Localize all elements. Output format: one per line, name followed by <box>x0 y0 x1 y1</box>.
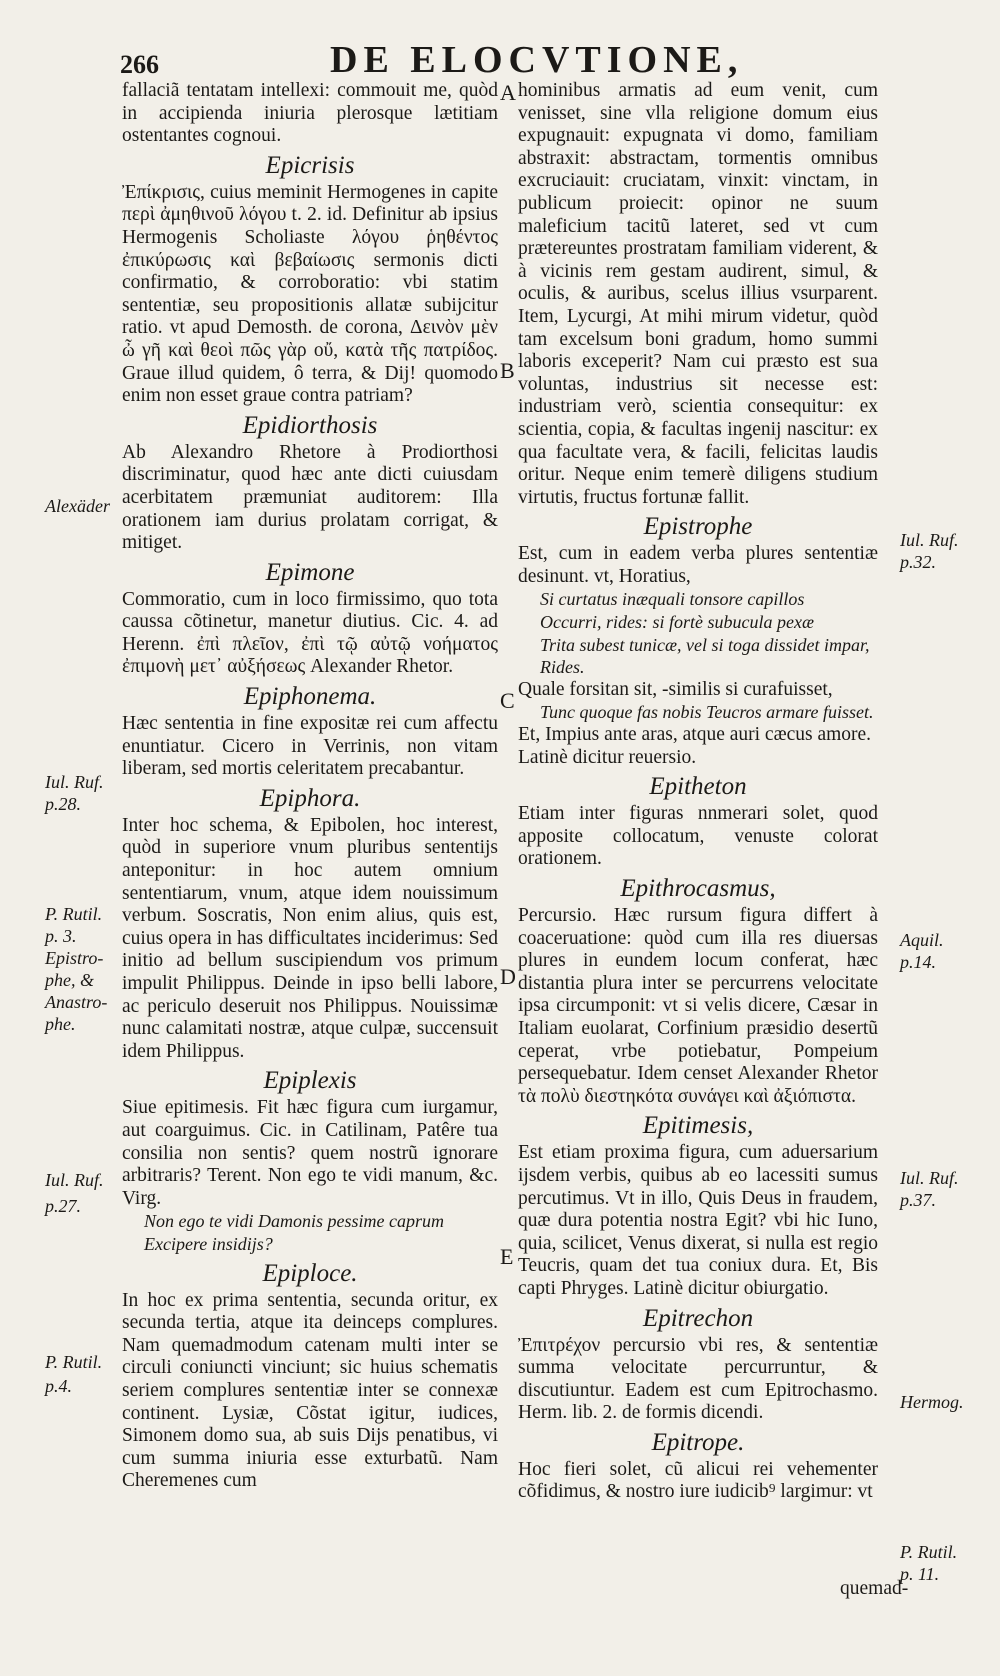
margin-note: Alexäder <box>45 496 110 516</box>
right-text-column <box>518 80 878 1504</box>
paragraph: Etiam inter figuras nnmerari solet, quod apposite collocatum, venuste colorat orationem. <box>518 803 878 870</box>
section-heading: Epiploce. <box>262 1259 358 1287</box>
verse-line: Trita subest tunicæ, vel si toga dissidet impar, <box>540 634 870 655</box>
paragraph: In hoc ex prima sententia, secunda oritur, ex secunda tertia, atque ita deinceps complures. Nam quemadmodum catenam multi inter se circuli coniuncti vinciunt; sic huius schematis seriem complures sententiæ inter se connexæ continent. Lysiæ, Cõstat igitur, iudices, Simonem domo sua, ab suis Dijs penatibus, vi cum summa iniuria esse exturbatũ. Nam Cheremenes cum <box>122 1289 498 1492</box>
margin-note: p. 3. <box>45 926 77 946</box>
section-heading: Epitrope. <box>651 1428 745 1456</box>
paragraph: Siue epitimesis. Fit hæc figura cum iurgamur, aut coarguimus. Cic. in Catilinam, Patêre tua consilia non sentis? quem nostrũ ignorare arbitraris? Terent. Non ego te vidi manum, &c. Virg. <box>122 1097 498 1209</box>
paragraph: Et, Impius ante aras, atque auri cæcus amore. <box>518 724 872 746</box>
margin-note: p.32. <box>900 552 936 572</box>
left-text-column <box>122 80 498 1493</box>
catchword: quemad- <box>840 1578 909 1599</box>
paragraph: Quale forsitan sit, -similis si curafuisset, <box>518 678 833 700</box>
paragraph: Latinè dicitur reuersio. <box>518 746 697 768</box>
section-heading: Epitimesis, <box>642 1112 754 1140</box>
margin-note: Aquil. <box>900 930 944 950</box>
page-number: 266 <box>120 50 159 79</box>
section-heading: Epiphora. <box>259 784 361 812</box>
verse-line: Tunc quoque fas nobis Teucros armare fuisset. <box>540 702 874 723</box>
paragraph: Ab Alexandro Rhetore à Prodiorthosi discriminatur, quod hæc ante dicti cuiusdam acerbitatem præmuniat auditorem: Illa orationem iam durius prolatam corrigat, & mitiget. <box>122 441 498 554</box>
paragraph: Hæc sententia in fine expositæ rei cum affectu enuntiatur. Cicero in Verrinis, non vitam liberam, sed mortis celeritatem precabantur. <box>122 713 498 780</box>
margin-note: P. Rutil. <box>45 904 103 924</box>
paragraph: Hoc fieri solet, cũ alicui rei vehementer cõfidimus, & nostro iure iudicib⁹ largimur: vt <box>518 1458 878 1503</box>
section-letter-d: D <box>500 964 516 989</box>
margin-note: Hermog. <box>900 1392 964 1412</box>
paragraph: Est, cum in eadem verba plures sententiæ desinunt. vt, Horatius, <box>518 543 878 587</box>
margin-note: Anastro- <box>45 992 108 1012</box>
paragraph: Percursio. Hæc rursum figura differt à coaceruatione: quòd cum illa res diuersas plures in eundem locum conferat, hæc distantia plura inter se percurrens velocitate ipsa circumponit: vt si velis dicere, Cæsar in Italiam euolarat, Corfinium præsidio desertũ ceperat, vrbe potiebatur, Pompeium persequebatur. Idem censet Alexander Rhetor τὰ πολὺ διεστηκότα συνάγει καὶ ἀξιόπιστα. <box>518 905 878 1107</box>
margin-note: P. Rutil. <box>900 1542 958 1562</box>
margin-note: Iul. Ruf. <box>900 1168 959 1188</box>
section-heading: Epicrisis <box>265 151 355 179</box>
paragraph: Est etiam proxima figura, cum aduersarium ijsdem verbis, quibus ab eo lacessiti sumus percutimus. Vt in illo, Quis Deus in fraudem, quæ dura potentia nostra Egit? vbi hic Iuno, quia, scilicet, Venus dixerat, si nulla est regio Teucris, quam det tua coniux dura. Et, Bis capti Phryges. Latinè dicitur obiurgatio. <box>518 1142 878 1299</box>
margin-note: p.27. <box>45 1196 81 1216</box>
margin-note: Iul. Ruf. <box>900 530 959 550</box>
section-heading: Epithrocasmus, <box>620 875 776 902</box>
paragraph: Ἐπίκρισις, cuius meminit Hermogenes in capite περὶ ἀμηθινοῦ λόγου t. 2. id. Definitur ab ipsius Hermogenis Scholiaste λόγου ῥηθέντος ἐπικύρωσις καὶ βεβαίωσις sermonis dicti confirmatio, & corroboratio: vbi statim sententiæ, seu propositionis allatæ subijcitur ratio. vt apud Demosth. de corona, Δεινὸν μὲν ὦ γῆ καὶ θεοὶ πῶς γὰρ οὔ, κατὰ τῆς πατρίδος. Graue illud quidem, ô terra, & Dij! quomodo enim non esset graue contra patriam? <box>122 181 498 407</box>
margin-note: P. Rutil. <box>45 1352 103 1372</box>
margin-note: p.14. <box>900 952 936 972</box>
section-heading: Epidiorthosis <box>242 411 378 439</box>
verse-line: Non ego te vidi Damonis pessime caprum <box>144 1211 444 1232</box>
margin-note: Iul. Ruf. <box>45 1170 104 1190</box>
paragraph: hominibus armatis ad eum venit, cum venisset, sine vlla religione domum eius expugnauit: expugnata vi domo, familiam abstraxit: abstractam, tormentis omnibus excruciauit: cruciatam, vinxit: vinctam, in publicum proiecit: opinor ne suum maleficium tacitũ lateret, sed vt cum prætereuntes prostratam familiam viderent, & à vicinis rem gestam audirent, simul, & oculis, & auribus, scelus illius vsurparent. Item, Lycurgi, At mihi mirum videtur, quòd tam excelsum boni gradum, homo summi laboris exceperit? Nam cui præsto est sua voluntas, industrius sit necesse est: industriam verò, scientia consequitur: ex scientia, copia, & facultas ingenij nascitur: ex qua facultate vera, & facili, felicitas laudis oritur. Neque enim temerè diligens studium virtutis, fructus fortunæ fallit. <box>518 80 878 508</box>
verse-line: Occurri, rides: si fortè subucula pexæ <box>540 612 814 633</box>
margin-note: p.28. <box>45 794 81 814</box>
section-letter-b: B <box>500 358 515 383</box>
section-heading: Epiplexis <box>263 1067 357 1095</box>
verse-line: Excipere insidijs? <box>144 1233 273 1254</box>
section-letter-a: A <box>500 80 516 105</box>
margin-note: Epistro- <box>45 948 104 968</box>
margin-note: phe, & <box>45 970 94 990</box>
section-letter-e: E <box>500 1244 514 1269</box>
section-heading: Epimone <box>265 558 355 586</box>
margin-note: Iul. Ruf. <box>45 772 104 792</box>
running-title: DE ELOCVTIONE, <box>330 39 744 81</box>
section-letter-c: C <box>500 688 515 713</box>
paragraph: Commoratio, cum in loco firmissimo, quo tota caussa cõtinetur, manetur diutius. Cic. 4. ad Herenn. ἐπὶ πλεῖον, ἐπὶ τῷ αὐτῷ νοήματος ἐπιμονὴ μετ᾽ αὐξήσεως Alexander Rhetor. <box>122 588 498 678</box>
verse-line: Si curtatus inæquali tonsore capillos <box>540 589 805 610</box>
margin-note: p.37. <box>900 1190 936 1210</box>
section-heading: Epitrechon <box>642 1304 754 1332</box>
section-heading: Epistrophe <box>643 513 753 541</box>
section-heading: Epiphonema. <box>243 683 377 711</box>
verse-line: Rides. <box>540 657 585 678</box>
paragraph: Ἐπιτρέχον percursio vbi res, & sententiæ summa velocitate percurruntur, & discutiuntur. Eadem est cum Epitrochasmo. Herm. lib. 2. de formis dicendi. <box>518 1334 878 1424</box>
margin-note: p.4. <box>45 1376 72 1396</box>
paragraph: fallaciã tentatam intellexi: commouit me, quòd in accipienda iniuria plerosque lætitiam ostentantes cognoui. <box>122 80 498 147</box>
paragraph: Inter hoc schema, & Epibolen, hoc interest, quòd in superiore vnum pluribus sententijs anteponitur: in hoc autem omnium sententiarum, vnum, atque idem nouissimum verbum. Soscratis, Non enim alius, quis est, cuius opera in has difficultates inciderimus: Sed initio ad bellum suscipiendum vos primum impulit Philippus. Deinde in ipso belli labore, ac periculo deseruit nos Philippus. Nouissimæ nunc calamitati nostræ, atque culpæ, succensuit idem Philippus. <box>122 814 498 1062</box>
section-heading: Epitheton <box>649 773 747 801</box>
margin-note: phe. <box>45 1014 76 1034</box>
margin-note: p. 11. <box>900 1564 940 1584</box>
